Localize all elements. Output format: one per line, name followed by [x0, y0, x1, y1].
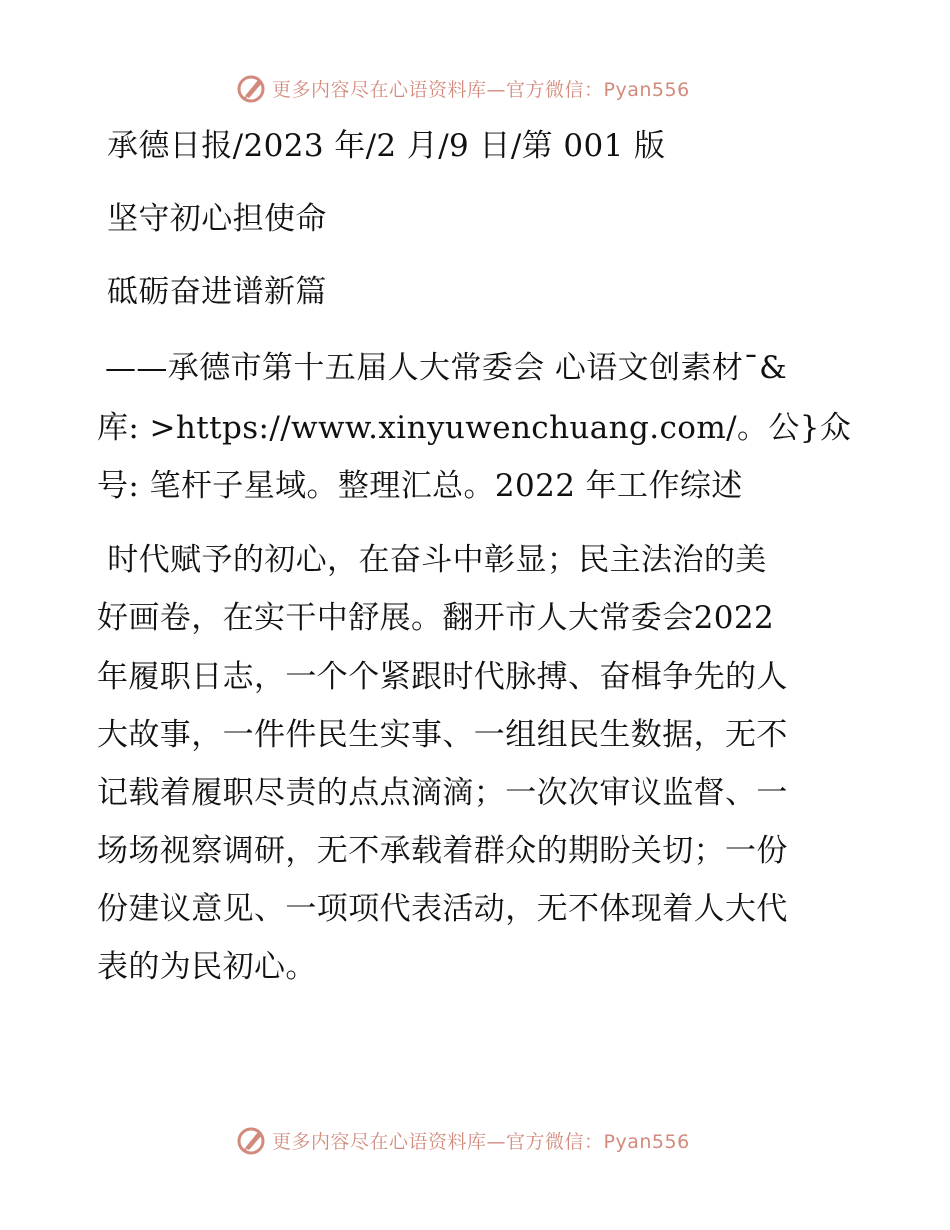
subtitle-line-3: 号: 笔杆子星域。整理汇总。2022 年工作综述	[97, 468, 743, 504]
dateline: 承德日报/2023 年/2 月/9 日/第 001 版	[107, 128, 666, 164]
watermark-bottom	[236, 1124, 690, 1156]
body-line: 年履职日志，一个个紧跟时代脉搏、奋楫争先的人	[97, 659, 788, 695]
body-line: 大故事，一件件民生实事、一组组民生数据，无不	[97, 717, 788, 753]
body-line: 表的为民初心。	[97, 949, 317, 985]
body-line: 时代赋予的初心，在奋斗中彰显；民主法治的美	[97, 542, 767, 578]
watermark-text: 更多内容尽在心语资料库—官方微信：Pyan556	[272, 1130, 690, 1153]
watermark-top	[236, 72, 690, 104]
body-line: 记载着履职尽责的点点滴滴；一次次审议监督、一	[97, 775, 788, 811]
body-line: 好画卷，在实干中舒展。翻开市人大常委会2022	[97, 600, 775, 636]
watermark-text: 更多内容尽在心语资料库—官方微信：Pyan556	[272, 78, 690, 101]
body-line: 场场视察调研，无不承载着群众的期盼关切；一份	[97, 833, 788, 869]
pen-logo-icon	[236, 72, 268, 104]
body-line: 份建议意见、一项项代表活动，无不体现着人大代	[97, 891, 788, 927]
subtitle-line-1: ——承德市第十五届人大常委会 心语文创素材¯&	[105, 350, 788, 386]
title-line-2: 砥砺奋进谱新篇	[107, 274, 327, 310]
title-line-1: 坚守初心担使命	[107, 201, 327, 237]
pen-logo-icon	[236, 1124, 268, 1156]
subtitle-line-2: 库: >https://www.xinyuwenchuang.com/。公}众	[97, 410, 852, 446]
